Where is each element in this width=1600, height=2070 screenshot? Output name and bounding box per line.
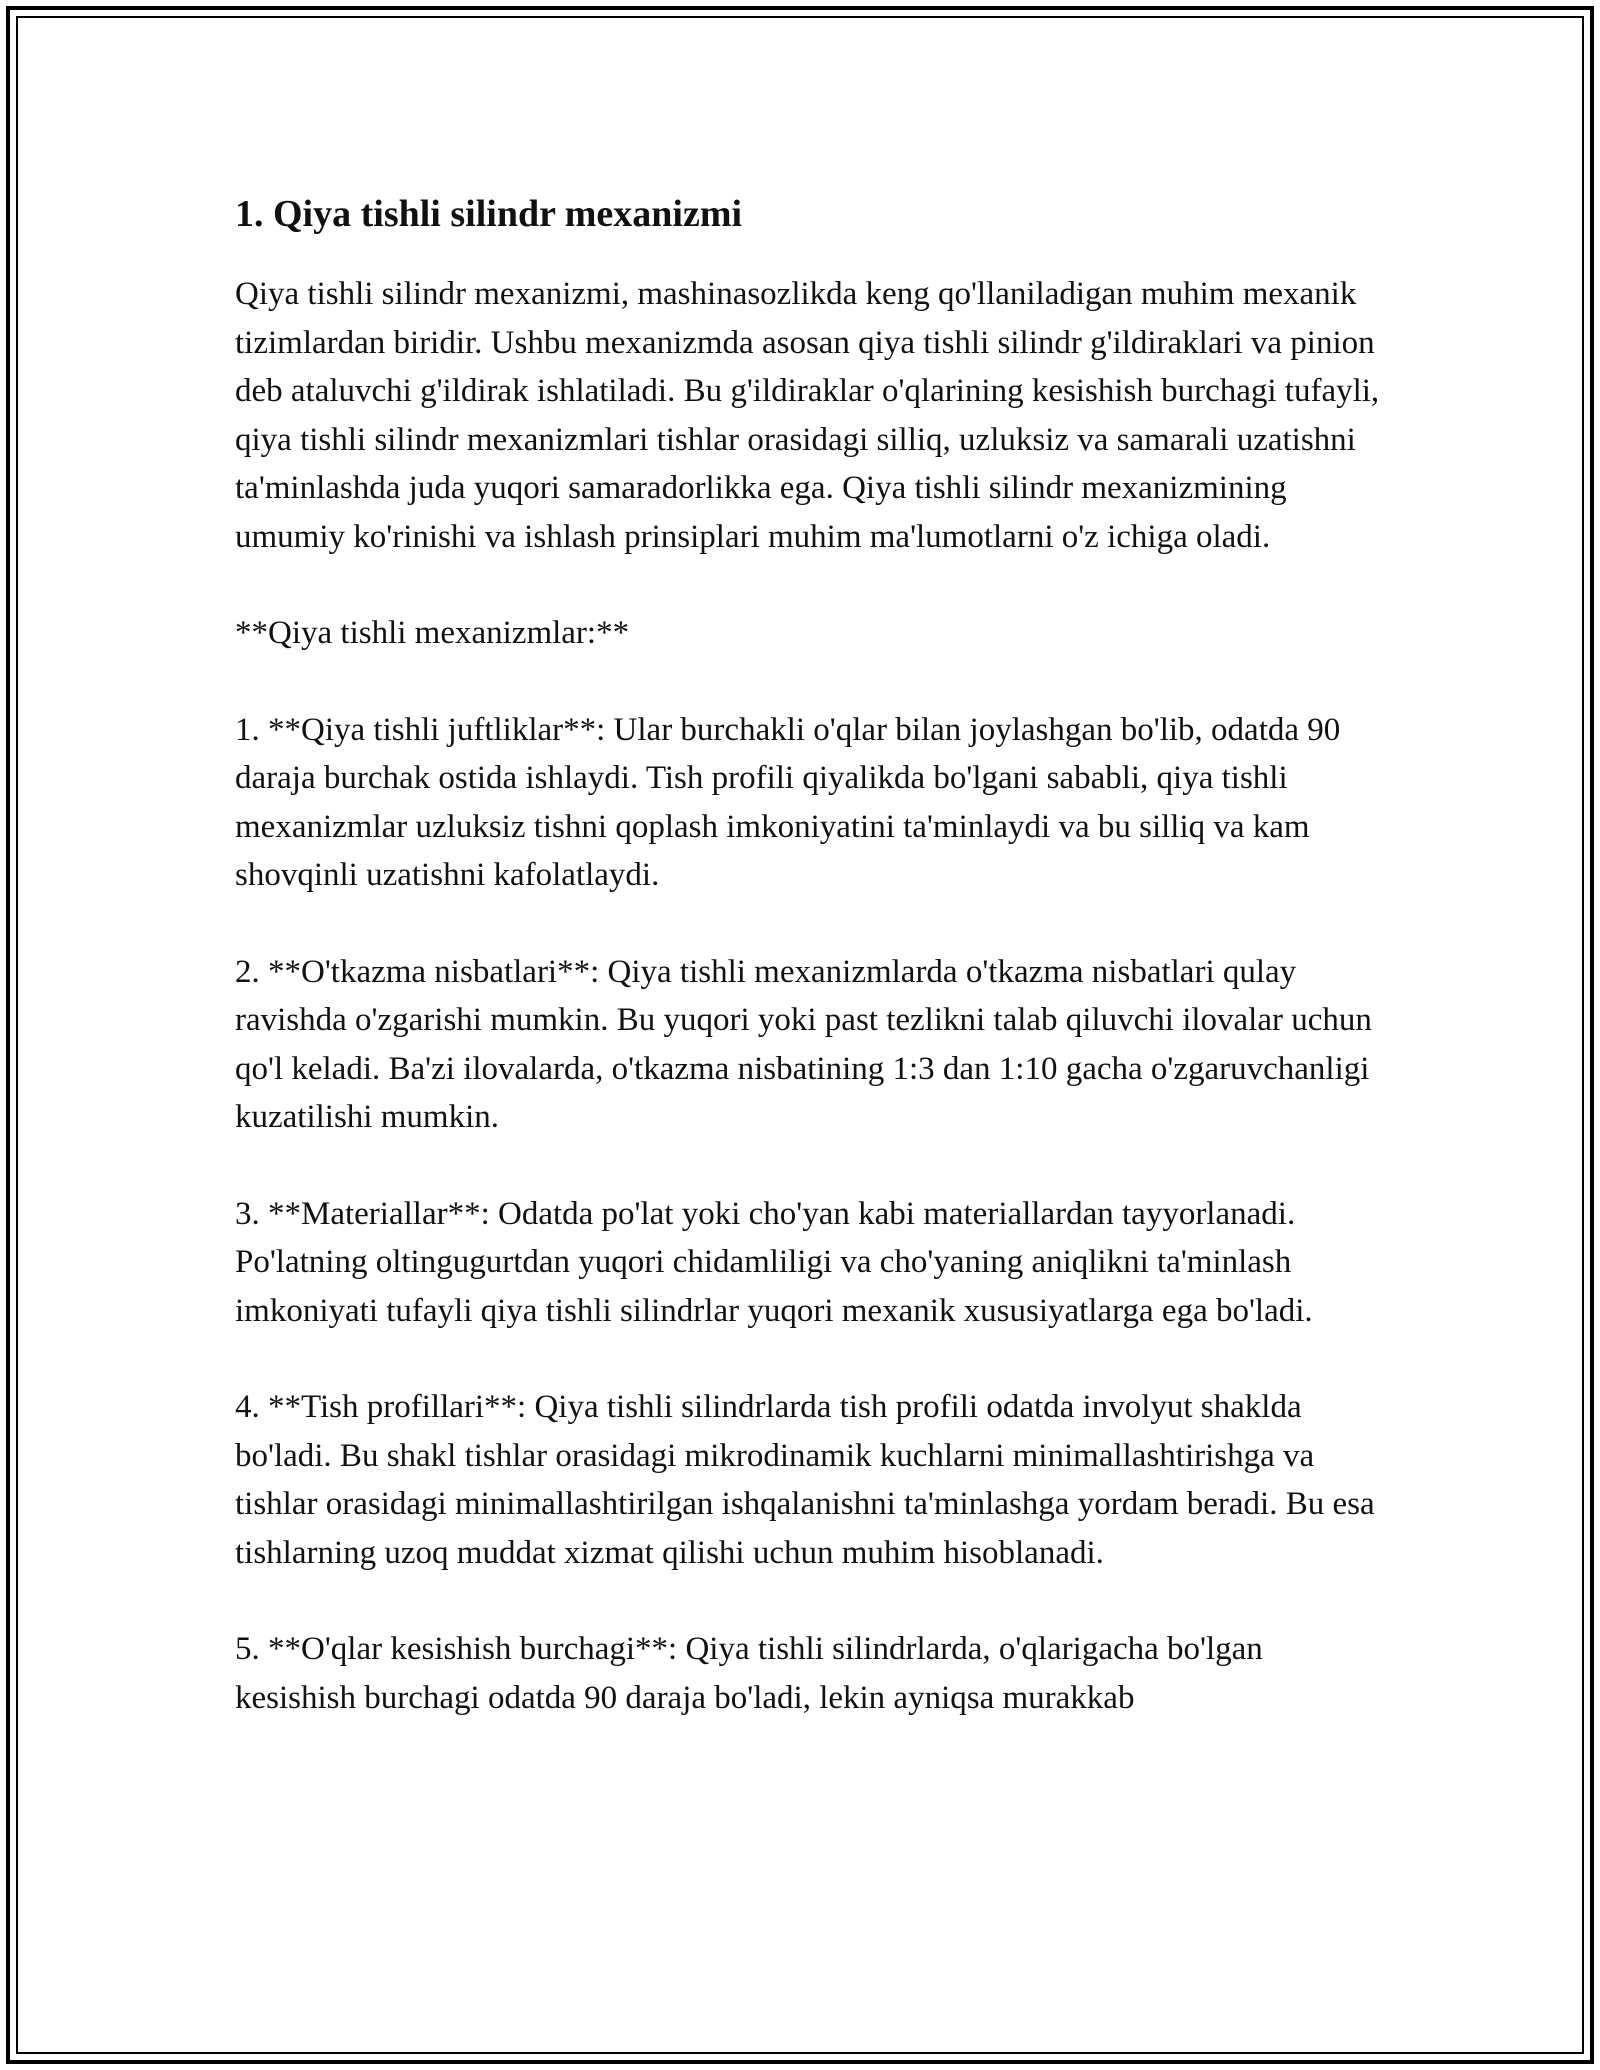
list-item-1: 1. **Qiya tishli juftliklar**: Ular burchakli o'qlar bilan joylashgan bo'lib, odatda 90 daraja burchak ostida ishlaydi. Tish profili qiyalikda bo'lgani sababli, qiya tishli mexanizmlar uzluksiz tishni qoplash imkoniyatini ta'minlaydi va bu silliq va kam shovqinli uzatishni kafolatlaydi. xyxy=(235,711,1341,893)
list-item-2: 2. **O'tkazma nisbatlari**: Qiya tishli mexanizmlarda o'tkazma nisbatlari qulay ravishda o'zgarishi mumkin. Bu yuqori yoki past tezlikni talab qiluvchi ilovalar uchun qo'l keladi. Ba'zi ilovalarda, o'tkazma nisbatining 1:3 dan 1:10 gacha o'zgaruvchanligi kuzatilishi mumkin. xyxy=(235,953,1372,1135)
section-heading: 1. Qiya tishli silindr mexanizmi xyxy=(235,193,743,235)
list-item-5: 5. **O'qlar kesishish burchagi**: Qiya tishli silindrlarda, o'qlarigacha bo'lgan kesishish burchagi odatda 90 daraja bo'ladi, lekin ayniqsa murakkab xyxy=(235,1631,1263,1716)
list-item-3: 3. **Materiallar**: Odatda po'lat yoki cho'yan kabi materiallardan tayyorlanadi. Po'latning oltingugurtdan yuqori chidamliligi va cho'yaning aniqlikni ta'minlash imkoniyati tufayli qiya tishli silindrlar yuqori mexanik xususiyatlarga ega bo'ladi. xyxy=(235,1195,1313,1329)
document-body xyxy=(235,186,1380,1770)
intro-paragraph: Qiya tishli silindr mexanizmi, mashinasozlikda keng qo'llaniladigan muhim mexanik tizimlardan biridir. Ushbu mexanizmda asosan qiya tishli silindr g'ildiraklari va pinion deb ataluvchi g'ildirak ishlatiladi. Bu g'ildiraklar o'qlarining kesishish burchagi tufayli, qiya tishli silindr mexanizmlari tishlar orasidagi silliq, uzluksiz va samarali uzatishni ta'minlashda juda yuqori samaradorlikka ega. Qiya tishli silindr mexanizmining umumiy ko'rinishi va ishlash prinsiplari muhim ma'lumotlarni o'z ichiga oladi. xyxy=(235,276,1380,555)
subsection-label: **Qiya tishli mexanizmlar:** xyxy=(235,615,630,651)
list-item-4: 4. **Tish profillari**: Qiya tishli silindrlarda tish profili odatda involyut shaklda bo'ladi. Bu shakl tishlar orasidagi mikrodinamik kuchlarni minimallashtirishga va tishlar orasidagi minimallashtirilgan ishqalanishni ta'minlashga yordam beradi. Bu esa tishlarning uzoq muddat xizmat qilishi uchun muhim hisoblanadi. xyxy=(235,1389,1375,1571)
